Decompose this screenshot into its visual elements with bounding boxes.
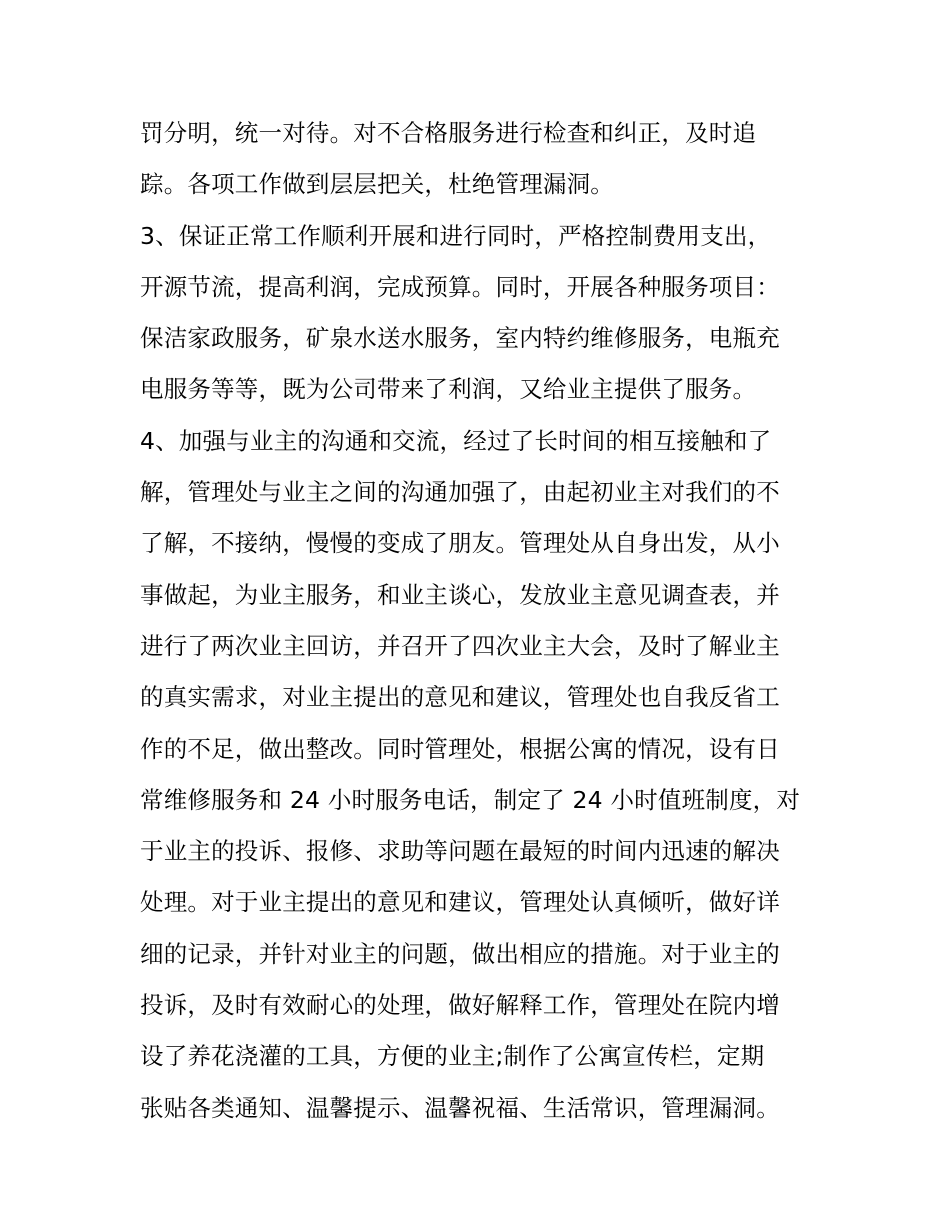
text-line: 常维修服务和 24 小时服务电话，制定了 24 小时值班制度，对 [140, 785, 801, 814]
text-line: 电服务等等，既为公司带来了利润，又给业主提供了服务。 [140, 375, 757, 404]
text-line: 事做起，为业主服务，和业主谈心，发放业主意见调查表，并 [140, 580, 780, 609]
text-line: 张贴各类通知、温馨提示、温馨祝福、生活常识，管理漏洞。 [140, 1093, 780, 1122]
text-line: 处理。对于业主提出的意见和建议，管理处认真倾听，做好详 [140, 888, 780, 917]
text-line: 于业主的投诉、报修、求助等问题在最短的时间内迅速的解决 [140, 837, 780, 866]
text-line: 设了养花浇灌的工具，方便的业主;制作了公寓宣传栏，定期 [140, 1042, 765, 1071]
text-line: 3、保证正常工作顺利开展和进行同时，严格控制费用支出， [140, 221, 772, 250]
text-line: 作的不足，做出整改。同时管理处，根据公寓的情况，设有日 [140, 734, 780, 763]
body-text [140, 108, 820, 1134]
text-line: 的真实需求，对业主提出的意见和建议，管理处也自我反省工 [140, 683, 780, 712]
text-line: 解，管理处与业主之间的沟通加强了，由起初业主对我们的不 [140, 478, 780, 507]
text-line: 投诉，及时有效耐心的处理，做好解释工作，管理处在院内增 [140, 991, 780, 1020]
text-line: 了解，不接纳，慢慢的变成了朋友。管理处从自身出发，从小 [140, 529, 780, 558]
text-line: 踪。各项工作做到层层把关，杜绝管理漏洞。 [140, 170, 614, 199]
text-line: 开源节流，提高利润，完成预算。同时，开展各种服务项目： [140, 272, 780, 301]
text-line: 罚分明，统一对待。对不合格服务进行检查和纠正，及时追 [140, 119, 757, 147]
text-line: 4、加强与业主的沟通和交流，经过了长时间的相互接触和了 [140, 426, 772, 455]
text-line: 进行了两次业主回访，并召开了四次业主大会，及时了解业主 [140, 631, 780, 660]
text-line: 保洁家政服务，矿泉水送水服务，室内特约维修服务，电瓶充 [140, 324, 780, 353]
text-line: 细的记录，并针对业主的问题，做出相应的措施。对于业主的 [140, 939, 780, 968]
